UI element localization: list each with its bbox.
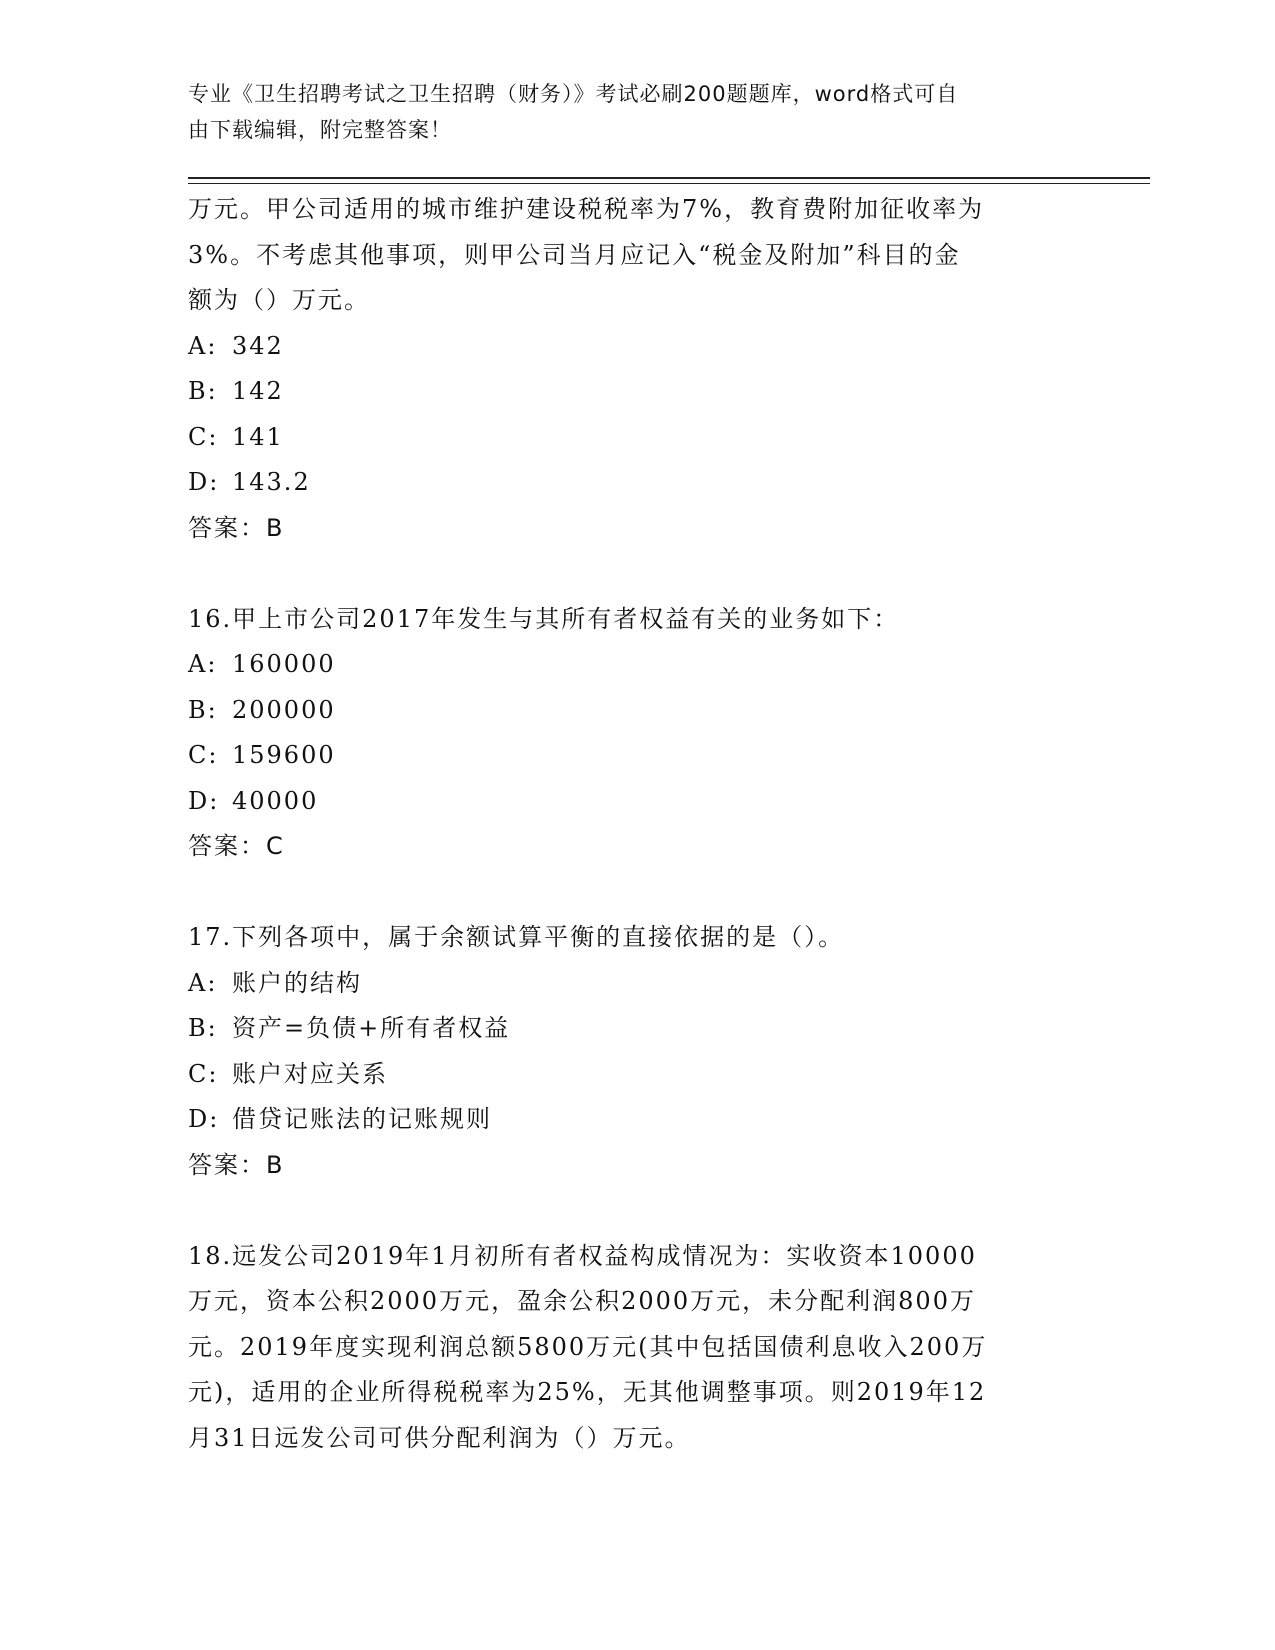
question-text-line: 元)，适用的企业所得税税率为25%，无其他调整事项。则2019年12 — [188, 1378, 987, 1406]
option-letter: A: — [188, 968, 218, 997]
option-d — [188, 779, 1078, 825]
option-letter: B: — [188, 377, 218, 405]
option-text: 342 — [232, 331, 284, 360]
option-letter: C: — [188, 1059, 219, 1088]
option-text: 资产=负债+所有者权益 — [232, 1014, 511, 1042]
question-17 — [188, 915, 1078, 1188]
option-letter: D: — [188, 1105, 220, 1133]
option-c — [188, 415, 1078, 461]
option-b — [188, 1006, 1078, 1052]
header-rule-thick — [188, 177, 1150, 179]
option-a — [188, 961, 1078, 1007]
option-text: 141 — [232, 422, 284, 451]
spacer — [188, 551, 1078, 597]
option-d — [188, 1097, 1078, 1143]
option-letter: A: — [188, 650, 218, 678]
document-body — [188, 187, 1078, 1461]
option-a — [188, 642, 1078, 688]
option-text: 142 — [232, 377, 284, 405]
option-text: 159600 — [232, 741, 336, 769]
spacer — [188, 1188, 1078, 1234]
option-text: 160000 — [232, 650, 336, 678]
question-text-line: 16.甲上市公司2017年发生与其所有者权益有关的业务如下： — [188, 604, 900, 633]
header-rule-thin — [188, 183, 1150, 184]
answer-line: 答案：C — [188, 832, 285, 860]
option-text: 200000 — [232, 695, 336, 724]
question-18 — [188, 1234, 1078, 1462]
header-line-2: 由下载编辑，附完整答案！ — [188, 118, 452, 142]
question-text-line: 万元，资本公积2000万元，盈余公积2000万元，未分配利润800万 — [188, 1287, 976, 1315]
option-a — [188, 324, 1078, 370]
spacer — [188, 870, 1078, 916]
option-b — [188, 369, 1078, 415]
question-text-line: 万元。甲公司适用的城市维护建设税税率为7%，教育费附加征收率为 — [188, 195, 985, 223]
option-letter: D: — [188, 786, 220, 815]
option-letter: C: — [188, 422, 219, 451]
question-text-line: 额为（）万元。 — [188, 286, 370, 314]
question-text-line: 17.下列各项中，属于余额试算平衡的直接依据的是（）。 — [188, 923, 845, 951]
option-b — [188, 688, 1078, 734]
option-letter: D: — [188, 468, 220, 496]
option-d — [188, 460, 1078, 506]
document-header — [188, 76, 1068, 148]
option-letter: A: — [188, 331, 218, 360]
question-text-line: 元。2019年度实现利润总额5800万元(其中包括国债利息收入200万 — [188, 1332, 988, 1361]
option-text: 143.2 — [232, 468, 311, 496]
question-text-line: 月31日远发公司可供分配利润为（）万元。 — [188, 1423, 691, 1452]
header-line-1: 专业《卫生招聘考试之卫生招聘（财务）》考试必刷200题题库，word格式可自 — [188, 82, 959, 106]
option-letter: B: — [188, 695, 218, 724]
option-c — [188, 733, 1078, 779]
option-letter: B: — [188, 1014, 218, 1042]
answer-line: 答案：B — [188, 513, 285, 542]
option-text: 账户的结构 — [232, 968, 362, 997]
option-text: 借贷记账法的记账规则 — [232, 1105, 492, 1133]
question-text-line: 3%。不考虑其他事项，则甲公司当月应记入“税金及附加”科目的金 — [188, 240, 961, 269]
option-text: 账户对应关系 — [232, 1059, 388, 1088]
question-15 — [188, 187, 1078, 551]
option-letter: C: — [188, 741, 219, 769]
option-text: 40000 — [232, 786, 319, 815]
option-c — [188, 1052, 1078, 1098]
question-16 — [188, 597, 1078, 870]
answer-line: 答案：B — [188, 1150, 285, 1179]
question-text-line: 18.远发公司2019年1月初所有者权益构成情况为：实收资本10000 — [188, 1241, 977, 1270]
